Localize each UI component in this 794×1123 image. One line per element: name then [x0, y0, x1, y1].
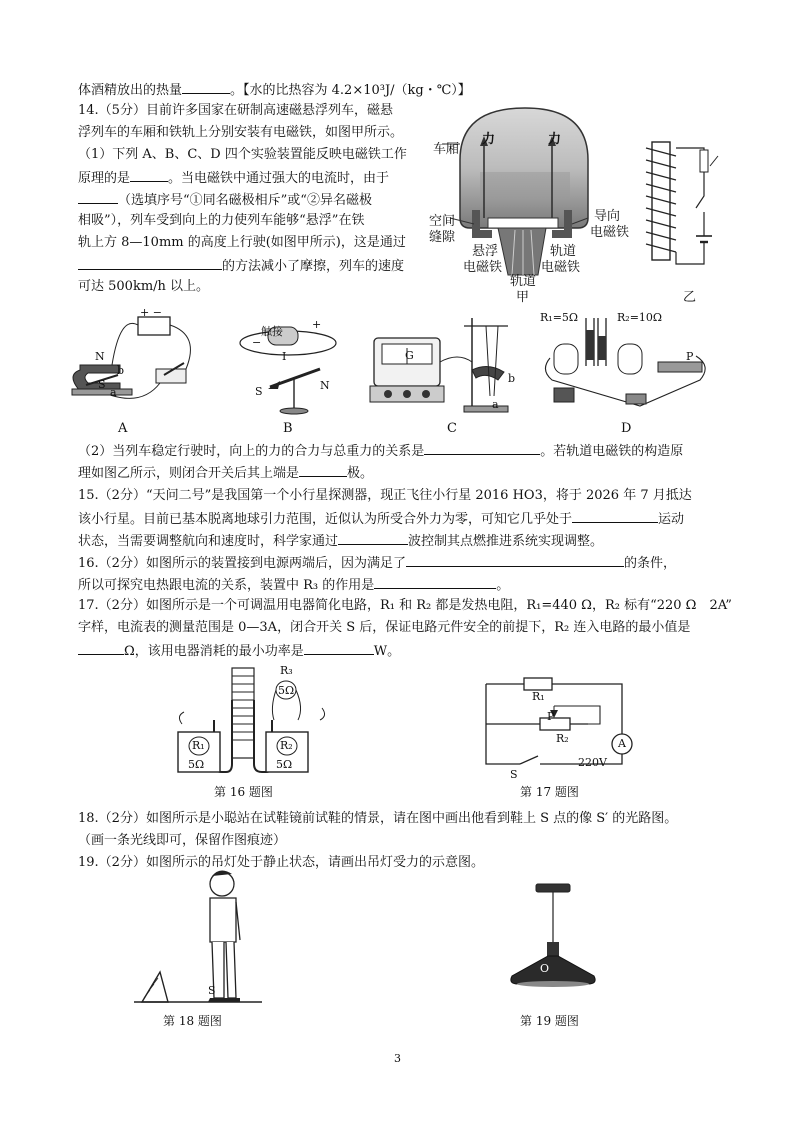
- fig17-r2-label: R₂: [556, 732, 569, 745]
- text: Ω，该用电器消耗的最小功率是: [124, 644, 304, 659]
- ceiling-mount: [536, 884, 570, 892]
- fig19-pendant-lamp: [498, 880, 608, 992]
- c-a-label: a: [492, 398, 499, 411]
- text: 该小行星。目前已基本脱离地球引力范围，近似认为所受合外力为零，可知它几乎处于: [78, 512, 573, 527]
- blank-q14-principle[interactable]: [130, 168, 168, 182]
- lamp-shade: [511, 956, 595, 984]
- q14-line-6: 相吸”），列车受到向上的力使列车能够“悬浮”在铁: [78, 213, 365, 228]
- fig-jia-name: 甲: [516, 290, 530, 305]
- fig16-caption: 第 16 题图: [214, 785, 273, 799]
- b-touch-label: 触接: [261, 325, 283, 338]
- d-r1-label: R₁=5Ω: [540, 311, 579, 324]
- fig17-p-label: P: [547, 710, 555, 723]
- fig17-v-label: 220V: [578, 756, 607, 769]
- text: 理如图乙所示，则闭合开关后其上端是: [78, 466, 300, 481]
- q18-line-2: （画一条光线即可，保留作图痕迹）: [78, 833, 287, 848]
- text: （选填序号“①同名磁极相斥”或“②异名磁极: [118, 193, 372, 208]
- b-s-label: S: [255, 385, 263, 398]
- gap-label-2: 缝隙: [429, 230, 456, 245]
- blank-q14-pole[interactable]: [78, 190, 118, 204]
- r2-rheostat[interactable]: [540, 718, 570, 730]
- switch[interactable]: [696, 172, 704, 208]
- b-plus: +: [312, 318, 322, 331]
- fig17-r1-label: R₁: [532, 690, 545, 703]
- a-a-label: a: [110, 386, 117, 399]
- r1-resistor: [524, 678, 552, 690]
- switch-s[interactable]: [520, 756, 538, 764]
- fig16-r3-label: R₃: [280, 664, 293, 677]
- track-label-1: 轨道: [550, 244, 577, 259]
- susp-label-1: 悬浮: [472, 244, 499, 259]
- fig16-r1-value: 5Ω: [188, 758, 205, 771]
- blank-q15-wave[interactable]: [338, 531, 408, 545]
- guide-label-2: 电磁铁: [590, 225, 630, 240]
- q14-line-3: （1）下列 A、B、C、D 四个实验装置能反映电磁铁工作: [78, 147, 407, 162]
- text: 。若轨道电磁铁的构造原: [540, 444, 684, 459]
- fig17-circuit: [480, 672, 640, 782]
- b-i-label: I: [282, 350, 287, 363]
- q14-line-2: 浮列车的车厢和铁轨上分别安装有电磁铁，如图甲所示。: [78, 125, 404, 140]
- battery-d: [554, 388, 574, 402]
- blank-q16-condition[interactable]: [406, 553, 624, 567]
- switch-d[interactable]: [626, 394, 646, 404]
- q14-line-7: 轨上方 8—10mm 的高度上行驶(如图甲所示)，这是通过: [78, 235, 406, 250]
- label-c: C: [447, 421, 457, 436]
- text: 。当电磁铁中通过强大的电流时，由于: [168, 171, 390, 186]
- q19-line-1: 19.（2分）如图所示的吊灯处于静止状态，请画出吊灯受力的示意图。: [78, 855, 484, 870]
- text: W。: [373, 644, 401, 659]
- coil-circuit-figure: [640, 136, 730, 276]
- coil-windings: [646, 148, 676, 252]
- rail: [498, 228, 546, 275]
- q15-line-3: [78, 531, 603, 551]
- iron-core: [652, 142, 670, 260]
- blank-q17-rmin[interactable]: [78, 641, 124, 655]
- q14-line-5: [78, 190, 372, 210]
- force-label-left: 力: [482, 132, 496, 147]
- car-label: 车厢: [433, 142, 460, 157]
- fig17-s-label: S: [510, 768, 518, 781]
- person-torso: [210, 898, 236, 942]
- label-a: A: [118, 421, 128, 436]
- flask-r2: [618, 344, 642, 374]
- a-plus-minus: + −: [140, 306, 162, 319]
- line-0: [78, 80, 471, 100]
- fig16-r2-label: R₂: [280, 739, 293, 752]
- mirror-stand: [142, 972, 168, 1002]
- q14-line-4: [78, 168, 389, 188]
- q15-line-2: [78, 509, 684, 529]
- text: 极。: [347, 466, 374, 481]
- q14-line-9: 可达 500km/h 以上。: [78, 279, 210, 294]
- fig16-r3-value: 5Ω: [278, 684, 295, 697]
- force-label-right: 力: [548, 132, 562, 147]
- text: 的方法减小了摩擦，列车的速度: [222, 259, 405, 274]
- susp-label-2: 电磁铁: [463, 260, 503, 275]
- a-n-label: N: [95, 350, 105, 363]
- blank-q15-motion[interactable]: [572, 509, 658, 523]
- blank-q16-r3[interactable]: [374, 575, 496, 589]
- q16-line-1: [78, 553, 676, 573]
- label-d: D: [621, 421, 632, 436]
- blank-q17-pmin[interactable]: [304, 641, 374, 655]
- guide-label-1: 导向: [594, 209, 621, 224]
- text: 运动: [658, 512, 685, 527]
- fig18-s-label: S: [208, 984, 216, 997]
- label-b: B: [283, 421, 293, 436]
- blank-q14-method[interactable]: [78, 256, 222, 270]
- text: 原理的是: [78, 171, 131, 186]
- fig19-o-label: O: [540, 962, 550, 975]
- fig19-caption: 第 19 题图: [520, 1014, 579, 1028]
- blank-heat[interactable]: [182, 80, 230, 94]
- c-g-label: G: [405, 349, 414, 362]
- q14-line-10: [78, 441, 683, 461]
- b-minus: −: [252, 336, 262, 349]
- text: 。: [496, 578, 510, 593]
- fig18-mirror-scene: [128, 862, 268, 1006]
- flask-r1: [554, 344, 578, 374]
- q18-line-1: 18.（2分）如图所示是小聪站在试鞋镜前试鞋的情景，请在图中画出他看到鞋上 S 点的像 S′ 的光路图。: [78, 811, 678, 826]
- fig-yi-name: 乙: [683, 290, 697, 305]
- fig18-caption: 第 18 题图: [163, 1014, 222, 1028]
- text: 波控制其点燃推进系统实现调整。: [408, 534, 604, 549]
- q17-line-1: 17.（2分）如图所示是一个可调温用电器简化电路，R₁ 和 R₂ 都是发热电阻，R₁=440 Ω，R₂ 标有“220 Ω 2A”: [78, 598, 732, 613]
- rheostat-d[interactable]: [658, 362, 702, 372]
- a-s-label: S: [98, 378, 106, 391]
- apparatus-c: [368, 312, 528, 417]
- apparatus-d: [540, 310, 720, 420]
- battery-box: [138, 317, 170, 335]
- q16-line-2: [78, 575, 509, 595]
- gap-label-1: 空间: [429, 214, 456, 229]
- fig16-r2-value: 5Ω: [276, 758, 293, 771]
- apparatus-a: [60, 305, 210, 417]
- q14-line-11: [78, 463, 373, 483]
- q14-line-8: [78, 256, 404, 276]
- text: 16.（2分）如图所示的装置接到电源两端后，因为满足了: [78, 556, 406, 571]
- scale-board: [232, 668, 254, 758]
- track-label-2: 电磁铁: [541, 260, 581, 275]
- fig17-a-label: A: [618, 737, 626, 750]
- q14-line-1: 14.（5分）目前许多国家在研制高速磁悬浮列车，磁悬: [78, 103, 393, 118]
- q17-line-2: 字样，电流表的测量范围是 0—3A，闭合开关 S 后，保证电路元件安全的前提下，R₂ 连入电路的最小值是: [78, 620, 691, 635]
- text: 。【水的比热容为 4.2×10³J/（kg・℃）】: [230, 83, 471, 98]
- rail-label: 轨道: [510, 274, 537, 289]
- b-n-label: N: [320, 379, 330, 392]
- a-b-label: b: [117, 364, 125, 377]
- text: 的条件，: [623, 556, 676, 571]
- text: 体酒精放出的热量: [78, 83, 183, 98]
- text: 所以可探究电热跟电流的关系，装置中 R₃ 的作用是: [78, 578, 375, 593]
- text: 状态，当需要调整航向和速度时，科学家通过: [78, 534, 339, 549]
- page-number: 3: [394, 1052, 401, 1065]
- apparatus-b: [228, 315, 348, 415]
- d-r2-label: R₂=10Ω: [617, 311, 663, 324]
- c-b-label: b: [508, 372, 516, 385]
- blank-q14-top-pole[interactable]: [299, 463, 347, 477]
- fig16-r1-label: R₁: [192, 739, 205, 752]
- text: （2）当列车稳定行驶时，向上的力的合力与总重力的关系是: [78, 444, 425, 459]
- blank-q14-relation[interactable]: [424, 441, 540, 455]
- q17-line-3: [78, 641, 400, 661]
- d-p-label: P: [686, 350, 694, 363]
- q15-line-1: 15.（2分）“天问二号”是我国第一个小行星探测器，现正飞往小行星 2016 HO3，将于 2026 年 7 月抵达: [78, 488, 692, 503]
- fig17-caption: 第 17 题图: [520, 785, 579, 799]
